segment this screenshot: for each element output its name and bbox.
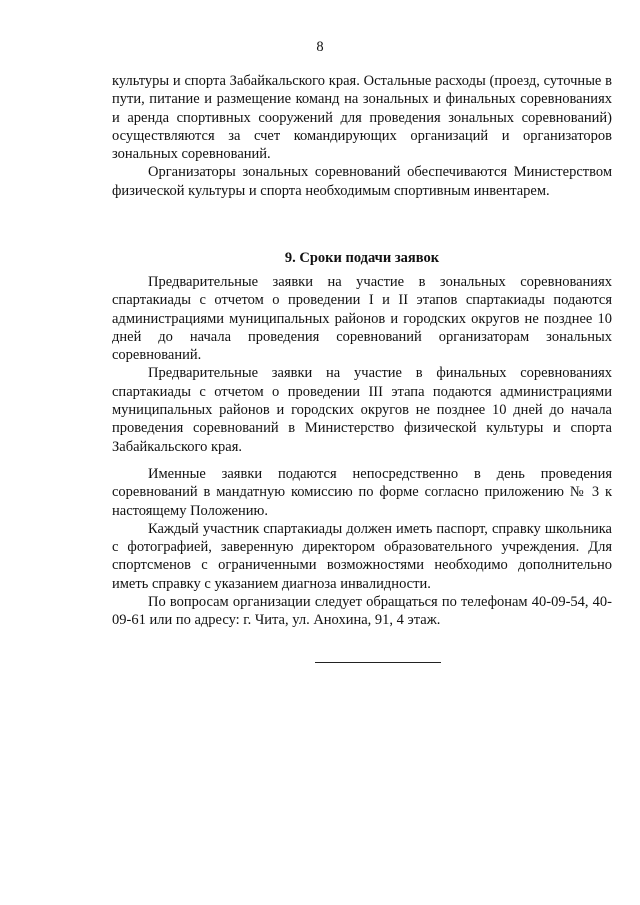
paragraph-gap <box>112 456 612 465</box>
paragraph-contacts: По вопросам организации следует обращаться по телефонам 40-09-54, 40-09-61 или по адресу: г. Чита, ул. Анохина, 91, 4 этаж. <box>112 594 612 629</box>
end-of-document-rule <box>315 662 441 663</box>
equipment-paragraph: Организаторы зональных соревнований обеспечиваются Министерством физической культуры и спорта необходимым спортивным инвентарем. <box>112 164 612 199</box>
section-body <box>112 273 612 630</box>
paragraph-zonal-applications: Предварительные заявки на участие в зональных соревнованиях спартакиады с отчетом о проведении I и II этапов спартакиады подаются администрациями муниципальных районов и городских округов не позднее 10 дней до начала проведения соревнований организаторам зональных соревнований. <box>112 274 612 364</box>
paragraph-final-applications: Предварительные заявки на участие в финальных соревнованиях спартакиады с отчетом о проведении III этапа подаются администрациями муниципальных районов и городских округов не позднее 10 дней до начала проведения соревнований в Министерство физической культуры и спорта Забайкальского края. <box>112 365 612 455</box>
paragraph-participant-documents: Каждый участник спартакиады должен иметь паспорт, справку школьника с фотографией, заверенную директором образовательного учреждения. Для спортсменов с ограниченными возможностями необходимо дополнительно иметь справку с указанием диагноза инвалидности. <box>112 520 612 592</box>
page-number: 8 <box>316 39 324 55</box>
section-heading: 9. Сроки подачи заявок <box>284 250 440 266</box>
paragraph-named-applications: Именные заявки подаются непосредственно в день проведения соревнований в мандатную комиссию по форме согласно приложению № 3 к настоящему Положению. <box>112 465 612 519</box>
carryover-paragraph: культуры и спорта Забайкальского края. Остальные расходы (проезд, суточные в пути, питание и размещение команд на зональных и финальных соревнованиях и аренда спортивных сооружений для проведения зональных соревнований) осуществляются за счет командирующих организаций и организаторов зональных соревнований. <box>112 73 612 163</box>
carryover-text-block <box>112 72 612 200</box>
